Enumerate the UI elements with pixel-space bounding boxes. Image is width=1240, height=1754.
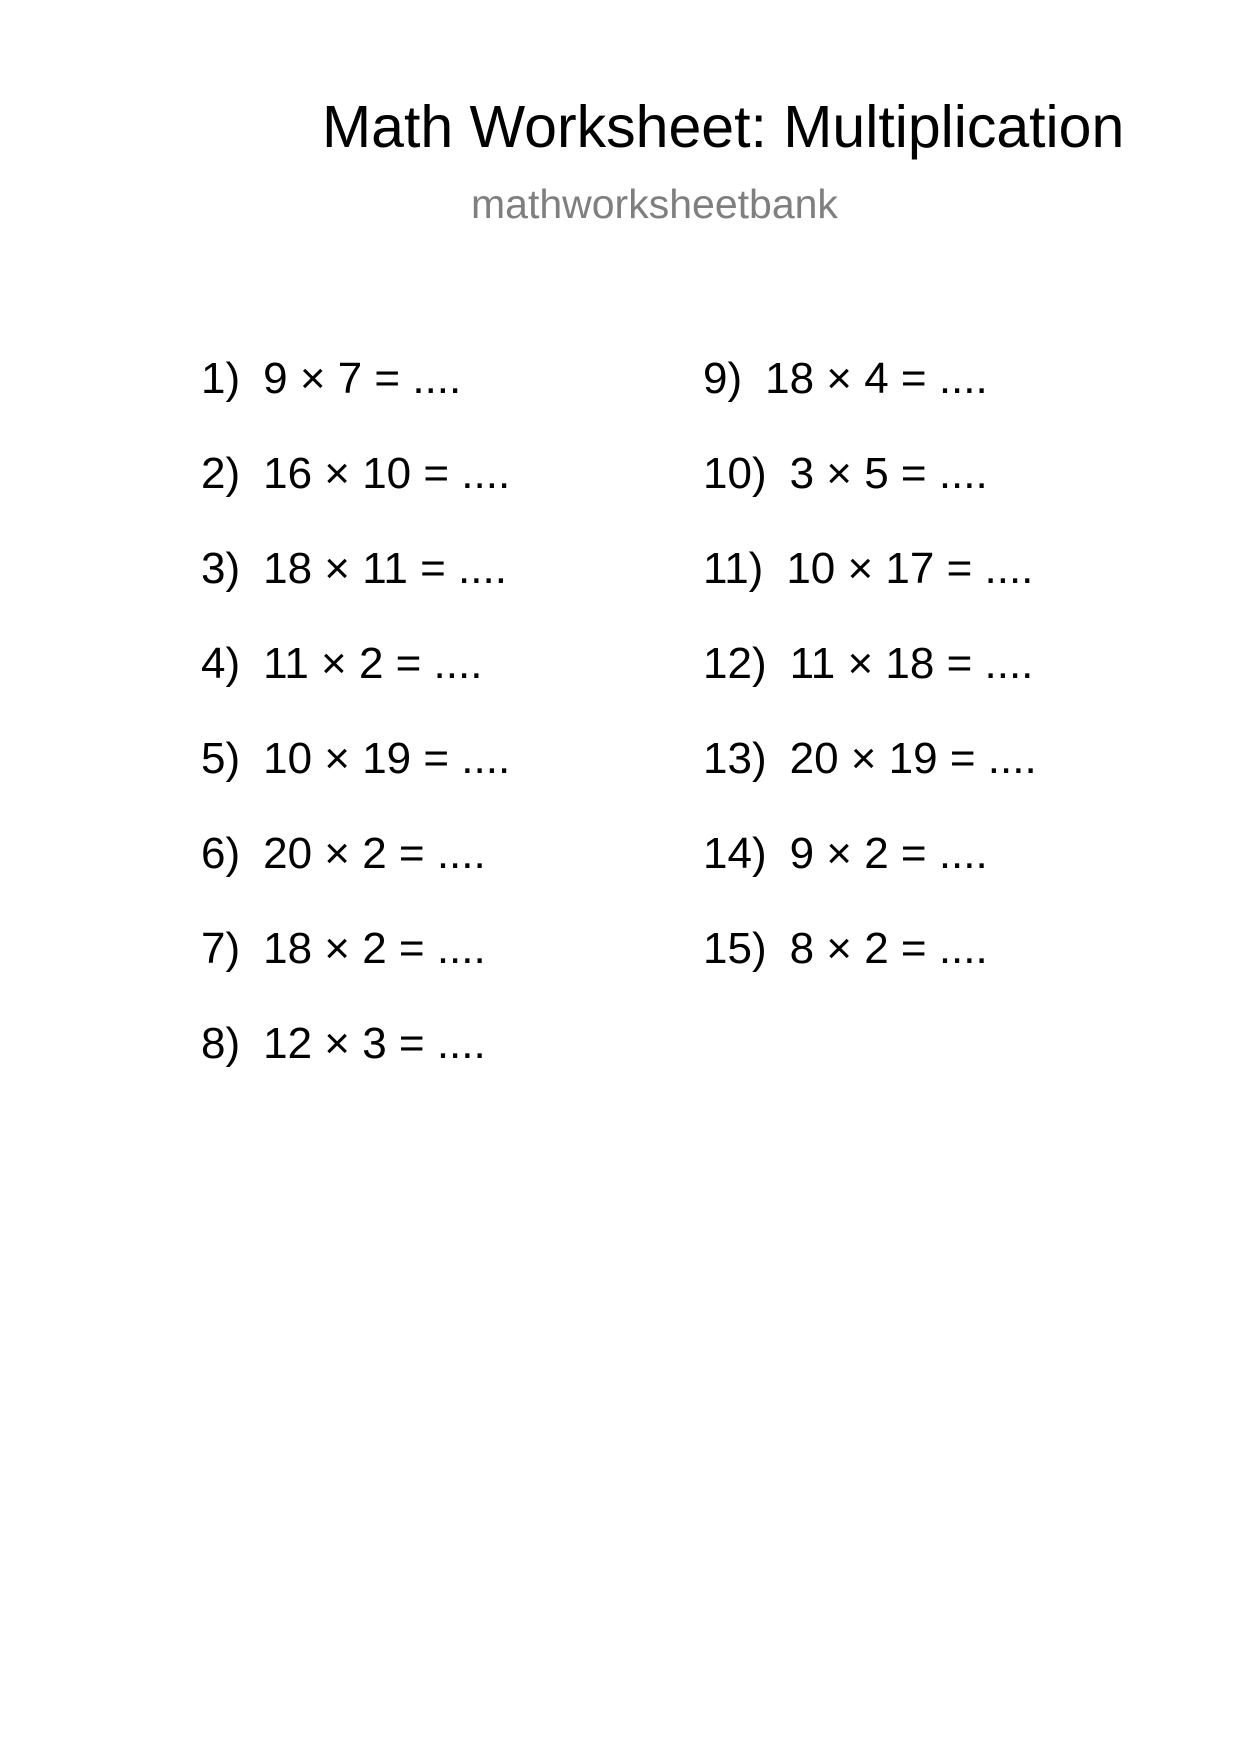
problem-expression: 11 × 2 = .... [263,639,483,688]
problem-expression: 3 × 5 = .... [789,449,988,498]
problem-expression: 18 × 4 = .... [765,354,988,403]
problem-number: 7) [201,924,241,973]
problem-item [201,444,510,539]
problem-expression: 20 × 19 = .... [789,734,1037,783]
problem-number: 8) [201,1019,241,1068]
problem-expression: 18 × 11 = .... [263,544,507,593]
page-subtitle: mathworksheetbank [471,181,838,227]
problem-item [703,539,1037,634]
problem-expression: 10 × 19 = .... [263,734,511,783]
problem-item [201,349,510,444]
problem-number: 9) [703,354,743,403]
problem-number: 6) [201,829,241,878]
problem-expression: 16 × 10 = .... [263,449,511,498]
problem-item [201,1014,510,1109]
problem-item [201,824,510,919]
problem-number: 11) [703,544,764,593]
problem-number: 4) [201,639,241,688]
problem-number: 14) [703,829,767,878]
problem-expression: 9 × 2 = .... [789,829,988,878]
problem-expression: 20 × 2 = .... [263,829,486,878]
problem-number: 13) [703,734,767,783]
problem-item [703,634,1037,729]
problem-expression: 11 × 18 = .... [789,639,1034,688]
problem-item [703,824,1037,919]
problem-number: 10) [703,449,767,498]
problem-item [703,349,1037,444]
problem-expression: 9 × 7 = .... [263,354,462,403]
problem-expression: 12 × 3 = .... [263,1019,486,1068]
problem-item [201,729,510,824]
problem-column-left [201,349,510,1109]
problem-item [703,729,1037,824]
problem-expression: 8 × 2 = .... [789,924,988,973]
problem-item [201,634,510,729]
problem-item [703,444,1037,539]
problem-number: 12) [703,639,767,688]
problem-number: 15) [703,924,767,973]
problem-column-right [703,349,1037,1014]
problem-item [201,919,510,1014]
problem-number: 3) [201,544,241,593]
page-title: Math Worksheet: Multiplication [322,94,1125,160]
problem-number: 5) [201,734,241,783]
problem-expression: 18 × 2 = .... [263,924,486,973]
problem-item [703,919,1037,1014]
problem-expression: 10 × 17 = .... [786,544,1034,593]
problem-number: 1) [201,354,241,403]
problem-number: 2) [201,449,241,498]
problem-item [201,539,510,634]
